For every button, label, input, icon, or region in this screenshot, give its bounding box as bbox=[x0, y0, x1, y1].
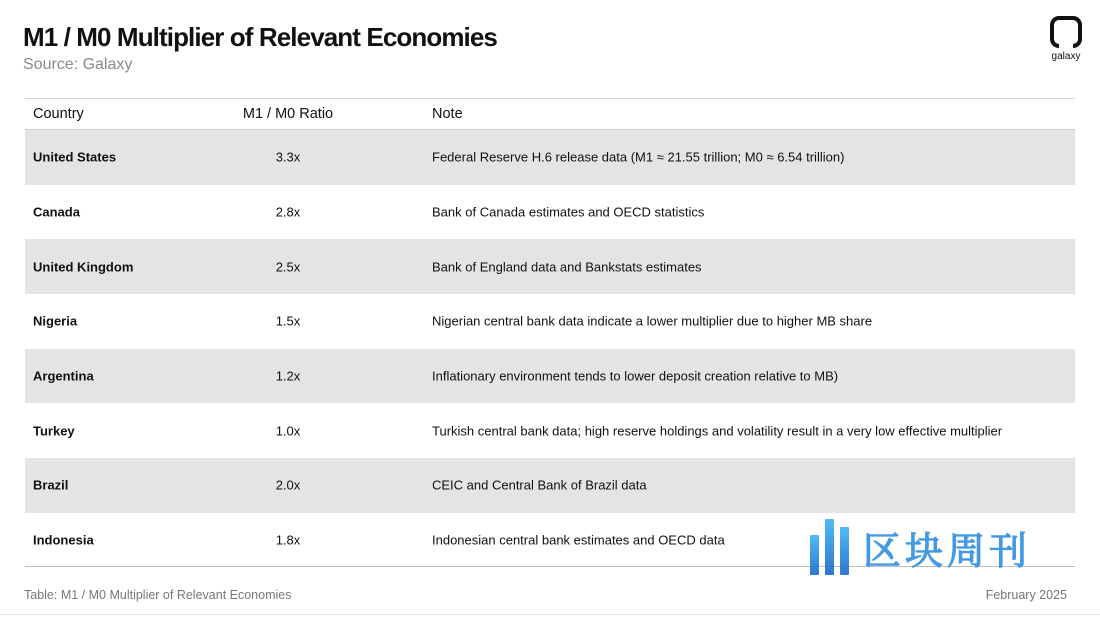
note-cell: Indonesian central bank estimates and OECD data bbox=[432, 532, 725, 548]
publication-date: February 2025 bbox=[985, 588, 1067, 602]
note-cell: Federal Reserve H.6 release data (M1 ≈ 21.55 trillion; M0 ≈ 6.54 trillion) bbox=[432, 149, 845, 165]
ratio-cell: 3.3x bbox=[275, 149, 301, 165]
ratio-cell: 1.2x bbox=[275, 368, 301, 384]
country-cell: Brazil bbox=[33, 477, 69, 493]
table-row bbox=[25, 403, 1075, 458]
ratio-cell: 2.0x bbox=[275, 477, 301, 493]
country-cell: Argentina bbox=[33, 368, 94, 384]
table-row bbox=[25, 239, 1075, 294]
watermark-bars-icon bbox=[810, 519, 849, 575]
country-cell: Turkey bbox=[33, 423, 75, 439]
country-cell: Canada bbox=[33, 204, 80, 220]
ratio-cell: 1.0x bbox=[275, 423, 301, 439]
page-title: M1 / M0 Multiplier of Relevant Economies bbox=[23, 22, 497, 52]
galaxy-logo bbox=[1046, 16, 1086, 62]
header-country: Country bbox=[33, 106, 84, 122]
country-cell: United States bbox=[33, 149, 117, 165]
ratio-cell: 2.8x bbox=[275, 204, 301, 220]
galaxy-logo-text: galaxy bbox=[1051, 51, 1081, 62]
page-bottom-divider bbox=[0, 614, 1100, 615]
country-cell: Nigeria bbox=[33, 313, 78, 329]
note-cell: Bank of Canada estimates and OECD statistics bbox=[432, 204, 705, 220]
galaxy-logo-icon bbox=[1050, 16, 1082, 48]
note-cell: CEIC and Central Bank of Brazil data bbox=[432, 477, 647, 493]
table-row bbox=[25, 130, 1075, 185]
watermark-logo bbox=[810, 516, 1031, 578]
note-cell: Bank of England data and Bankstats estimates bbox=[432, 259, 702, 275]
table-row bbox=[25, 458, 1075, 513]
country-cell: United Kingdom bbox=[33, 259, 134, 275]
note-cell: Inflationary environment tends to lower deposit creation relative to MB) bbox=[432, 368, 839, 384]
header-note: Note bbox=[432, 106, 463, 122]
note-cell: Nigerian central bank data indicate a lower multiplier due to higher MB share bbox=[432, 313, 873, 329]
table-row bbox=[25, 294, 1075, 349]
note-cell: Turkish central bank data; high reserve holdings and volatility result in a very low effective multiplier bbox=[432, 423, 1003, 439]
table-header bbox=[25, 99, 1075, 130]
country-cell: Indonesia bbox=[33, 532, 94, 548]
header-ratio: M1 / M0 Ratio bbox=[242, 106, 334, 122]
table-caption: Table: M1 / M0 Multiplier of Relevant Economies bbox=[24, 588, 292, 602]
source-subtitle: Source: Galaxy bbox=[23, 56, 133, 73]
ratio-cell: 1.5x bbox=[275, 313, 301, 329]
watermark-text: 区块周刊 bbox=[863, 528, 1032, 573]
ratio-cell: 1.8x bbox=[275, 532, 301, 548]
table-row bbox=[25, 185, 1075, 240]
ratio-cell: 2.5x bbox=[275, 259, 301, 275]
table-row bbox=[25, 349, 1075, 404]
multiplier-table bbox=[25, 98, 1075, 568]
